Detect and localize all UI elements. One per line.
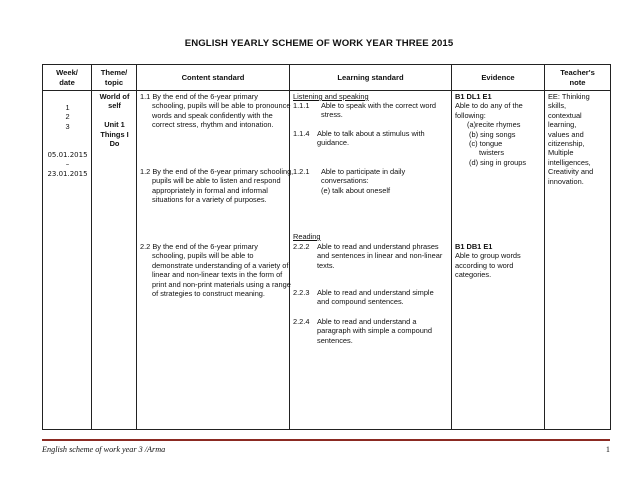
week-dates: 05.01.2015 – 23.01.2015	[47, 151, 88, 178]
learning-item: 1.2.1 Able to participate in daily conversations: (e) talk about oneself	[293, 167, 406, 195]
learning-item: 1.1.1 Able to speak with the correct word stress.	[293, 101, 437, 120]
content-standard-2-2: 2.2 By the end of the 6-year primary schooling, pupils will be able to demonstrate understanding of a variety of linear and non-linear texts in the form of print and non-print materials using a range of strategies to construct meaning.	[140, 242, 291, 299]
theme-cell	[92, 91, 137, 430]
learning-item: 2.2.3 Able to read and understand simple and compound sentences.	[293, 288, 434, 307]
teacher-note-cell	[545, 91, 611, 430]
header-teacher-note: Teacher's note	[545, 65, 611, 91]
learning-item: 2.2.4 Able to read and understand a paragraph with simple a compound sentences.	[293, 317, 433, 345]
header-evidence: Evidence	[452, 65, 545, 91]
header-theme: Theme/ topic	[92, 65, 137, 91]
table-row	[43, 91, 611, 430]
document-title: ENGLISH YEARLY SCHEME OF WORK YEAR THREE 2015	[184, 38, 454, 49]
week-numbers: 1 2 3	[65, 103, 70, 131]
evidence-1: B1 DL1 E1 Able to do any of the following: (a)recite rhymes (b) sing songs (c) tongue twisters (d) sing in groups	[455, 92, 527, 167]
week-cell	[43, 91, 92, 430]
header-learning-standard: Learning standard	[290, 65, 452, 91]
learning-standard-cell	[290, 91, 452, 430]
page-number: 1	[605, 445, 610, 454]
header-week: Week/ date	[43, 65, 92, 91]
reading-heading: Reading	[293, 232, 321, 241]
content-standard-1-1: 1.1 By the end of the 6-year primary schooling, pupils will be able to pronounce words and speak confidently with the correct stress, rhythm and intonation.	[140, 92, 291, 130]
teacher-note: EE: Thinking skills, contextual learning, values and citizenship, Multiple intelligences, Creativity and innovation.	[548, 92, 594, 186]
table-header-row	[43, 65, 611, 91]
footer-text: English scheme of work year 3 /Arma	[42, 445, 166, 454]
theme-topic: World of self Unit 1 Things I Do	[99, 92, 130, 149]
content-standard-cell	[137, 91, 294, 430]
footer-divider	[42, 439, 610, 441]
learning-item: 2.2.2 Able to read and understand phrases and sentences in linear and non-linear texts.	[293, 242, 443, 270]
evidence-2: B1 DB1 E1 Able to group words according to word categories.	[455, 242, 521, 280]
header-content-standard: Content standard	[137, 65, 290, 91]
scheme-table	[42, 64, 611, 430]
evidence-cell	[452, 91, 545, 430]
listening-speaking-heading: Listening and speaking	[293, 92, 369, 101]
learning-item: 1.1.4 Able to talk about a stimulus with guidance.	[293, 129, 425, 148]
content-standard-1-2: 1.2 By the end of the 6-year primary schooling, pupils will be able to listen and respond appropriately in formal and informal situations for a variety of purposes.	[140, 167, 294, 205]
